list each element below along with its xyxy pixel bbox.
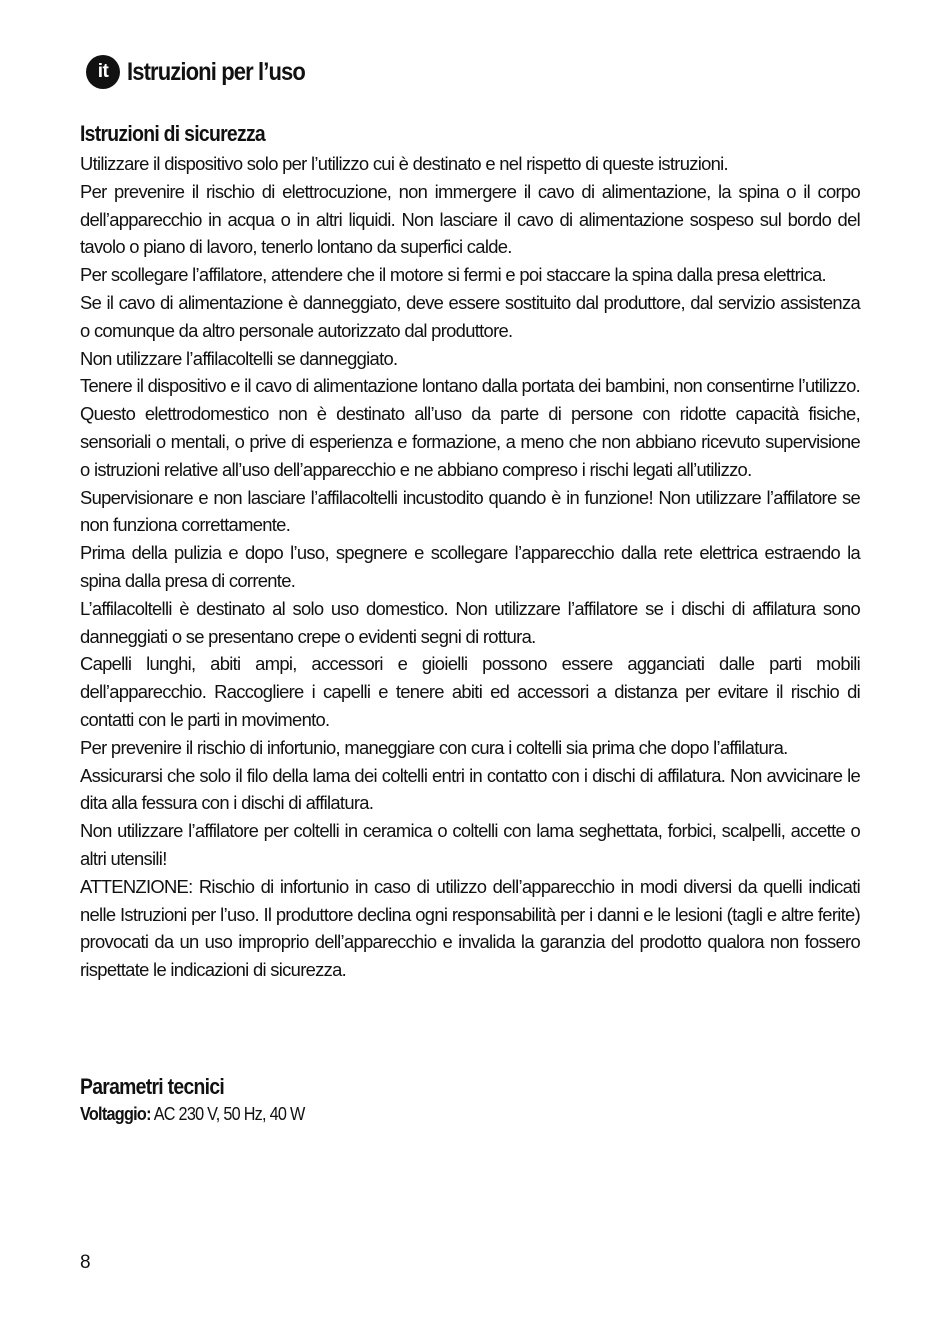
safety-instructions-heading: Istruzioni di sicurezza (80, 121, 265, 146)
voltage-label: Voltaggio: (80, 1104, 151, 1124)
safety-paragraph: Supervisionare e non lasciare l’affilacoltelli incustodito quando è in funzione! Non utilizzare l’affilatore se non funziona correttamente. (80, 486, 860, 536)
voltage-value: AC 230 V, 50 Hz, 40 W (153, 1104, 305, 1124)
safety-paragraph: Utilizzare il dispositivo solo per l’utilizzo cui è destinato e nel rispetto di queste istruzioni. (80, 153, 728, 174)
document-header (86, 54, 329, 90)
safety-paragraph: Se il cavo di alimentazione è danneggiato, deve essere sostituito dal produttore, dal servizio assistenza o comunque da altro personale autorizzato dal produttore. (80, 291, 860, 341)
voltage-spec (80, 1104, 305, 1125)
safety-paragraph: Per scollegare l’affilatore, attendere che il motore si fermi e poi staccare la spina dalla presa elettrica. (80, 264, 826, 286)
safety-paragraph: Capelli lunghi, abiti ampi, accessori e gioielli possono essere agganciati dalle parti mobili dell’apparecchio. Raccogliere i capelli e tenere abiti ed accessori a distanza per evitare il rischio di contatti con le parti in movimento. (80, 653, 860, 730)
page-number: 8 (80, 1252, 91, 1273)
safety-paragraph: ATTENZIONE: Rischio di infortunio in caso di utilizzo dell’apparecchio in modi diversi da quelli indicati nelle Istruzioni per l’uso. Il produttore declina ogni responsabilità per i danni e le lesioni (tagli e altre ferite) provocati da un uso improprio dell’apparecchio e invalida la garanzia del prodotto qualora non fossero rispettate le indicazioni di sicurezza. (80, 875, 860, 981)
language-badge-icon: it (86, 55, 120, 89)
safety-paragraph: Assicurarsi che solo il filo della lama dei coltelli entri in contatto con i dischi di affilatura. Non avvicinare le dita alla fessura con i dischi di affilatura. (80, 764, 860, 814)
technical-parameters-heading: Parametri tecnici (80, 1074, 225, 1099)
safety-paragraph: Per prevenire il rischio di infortunio, maneggiare con cura i coltelli sia prima che dopo l’affilatura. (80, 736, 788, 758)
safety-paragraph: L’affilacoltelli è destinato al solo uso domestico. Non utilizzare l’affilatore se i dischi di affilatura sono danneggiati o se presentano crepe o evidenti segni di rottura. (80, 597, 860, 647)
safety-paragraph: Non utilizzare l’affilatore per coltelli in ceramica o coltelli con lama seghettata, forbici, scalpelli, accette o altri utensili! (80, 820, 860, 869)
safety-paragraph: Prima della pulizia e dopo l’uso, spegnere e scollegare l’apparecchio dalla rete elettrica estraendo la spina dalla presa di corrente. (80, 542, 860, 591)
safety-paragraph: Non utilizzare l’affilacoltelli se danneggiato. (80, 347, 398, 369)
safety-instructions-body (80, 150, 860, 984)
document-title: Istruzioni per l’uso (127, 57, 305, 86)
safety-paragraph: Tenere il dispositivo e il cavo di alimentazione lontano dalla portata dei bambini, non consentirne l’utilizzo. Questo elettrodomestico non è destinato all’uso da parte di persone con ridotte capacità fisiche, sensoriali o mentali, o prive di esperienza e formazione, a meno che non abbiano ricevuto supervisione o istruzioni relative all’uso dell’apparecchio e ne abbiano compreso i rischi legati all’utilizzo. (80, 375, 861, 480)
safety-paragraph: Per prevenire il rischio di elettrocuzione, non immergere il cavo di alimentazione, la spina o il corpo dell’apparecchio in acqua o in altri liquidi. Non lasciare il cavo di alimentazione sospeso sul bordo del tavolo o piano di lavoro, tenerlo lontano da superfici calde. (80, 180, 860, 258)
